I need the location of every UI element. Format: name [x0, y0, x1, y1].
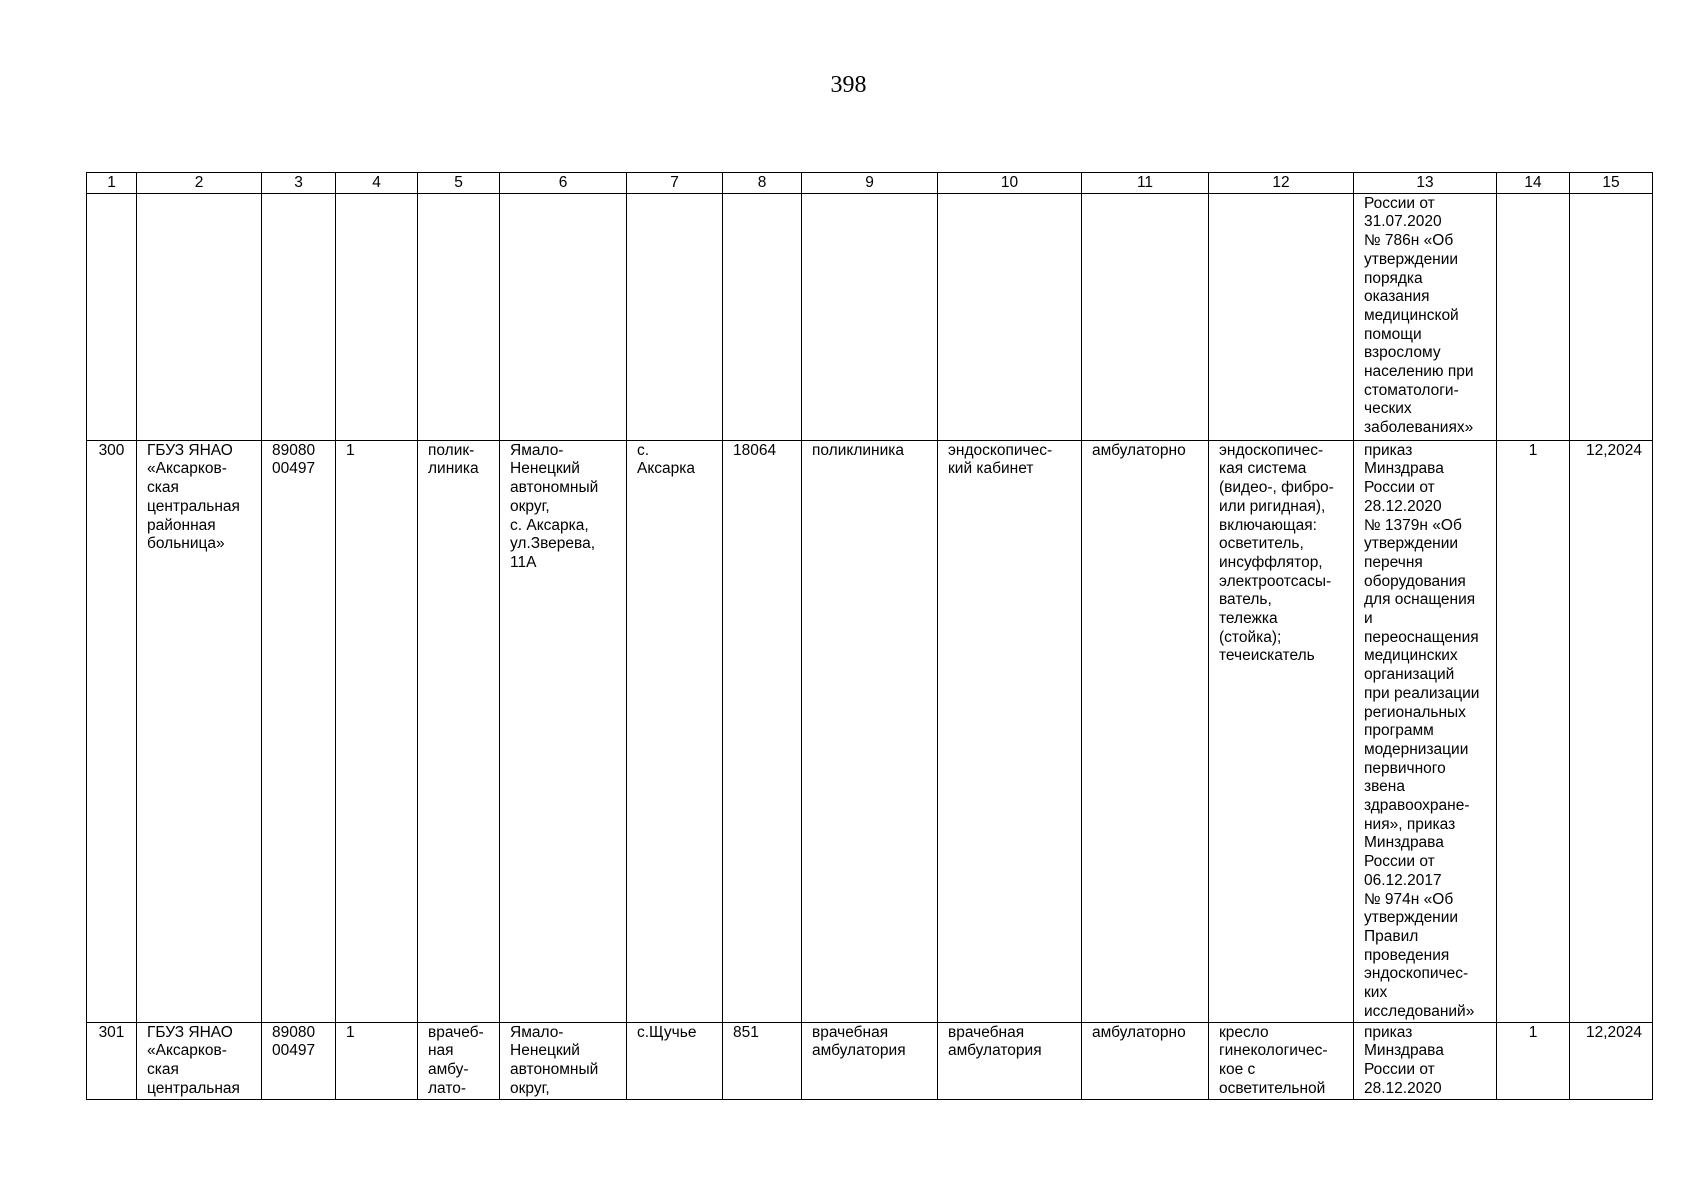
cell-text-line: кресло — [1219, 1023, 1269, 1041]
cell-text-line: Минздрава — [1364, 460, 1444, 478]
table-cell — [802, 440, 938, 1022]
cell-text-line: гинекологичес- — [1219, 1042, 1328, 1060]
cell-text-line: 1 — [346, 1023, 355, 1041]
table-cell — [1497, 1022, 1570, 1099]
column-header: 8 — [723, 173, 802, 194]
table-cell — [1082, 440, 1209, 1022]
cell-text-line: осветительной — [1219, 1079, 1326, 1097]
cell-text-line: ул.Зверева, — [510, 535, 596, 553]
cell-text-line: заболеваниях» — [1364, 419, 1474, 437]
column-header: 7 — [627, 173, 723, 194]
cell-text-line: 12,2024 — [1585, 441, 1642, 459]
cell-text-line: включающая: — [1219, 516, 1317, 534]
cell-text-line: ская — [147, 479, 179, 497]
table-cell — [500, 193, 627, 440]
cell-text-line: поликлиника — [812, 441, 904, 459]
column-header: 6 — [500, 173, 627, 194]
cell-text-line: амбулаторно — [1092, 441, 1186, 459]
cell-text-line: № 1379н «Об — [1364, 516, 1462, 534]
table-row — [87, 193, 1653, 440]
cell-text-line: России от — [1364, 194, 1435, 212]
column-header: 3 — [262, 173, 336, 194]
cell-text-line: России от — [1364, 479, 1435, 497]
cell-text-line: Правил — [1364, 927, 1419, 945]
cell-text-line: 00497 — [272, 1042, 316, 1060]
table-cell — [336, 193, 418, 440]
table-cell — [1209, 440, 1354, 1022]
cell-text-line: течеискатель — [1219, 647, 1315, 665]
cell-text-line: здравоохране- — [1364, 797, 1470, 815]
table-cell — [1354, 440, 1497, 1022]
table-cell — [1209, 193, 1354, 440]
cell-text-line: эндоскопичес- — [948, 441, 1053, 459]
cell-text-line: Минздрава — [1364, 834, 1444, 852]
cell-text-line: Минздрава — [1364, 1042, 1444, 1060]
cell-text-line: населению при — [1364, 363, 1474, 381]
table-cell — [137, 440, 262, 1022]
cell-text-line: амбулаторно — [1092, 1023, 1186, 1041]
cell-text-line: при реализации — [1364, 684, 1480, 702]
cell-text-line: исследований» — [1364, 1002, 1475, 1020]
cell-text-line: утверждении — [1364, 250, 1459, 268]
cell-text-line: «Аксарков- — [147, 460, 227, 478]
cell-text-line: ния», приказ — [1364, 815, 1456, 833]
column-header: 5 — [418, 173, 500, 194]
table-cell — [1570, 193, 1653, 440]
cell-text-line: (стойка); — [1219, 628, 1282, 646]
table-cell — [723, 193, 802, 440]
cell-text-line: эндоскопичес- — [1219, 441, 1324, 459]
cell-text-line: программ — [1364, 722, 1434, 740]
cell-text-line: ватель, — [1219, 591, 1272, 609]
cell-text-line: округ, — [510, 1079, 550, 1097]
table-cell — [938, 193, 1082, 440]
cell-text-line: переоснащения — [1364, 628, 1479, 646]
table-cell — [87, 1022, 137, 1099]
column-header: 2 — [137, 173, 262, 194]
table-cell — [1082, 1022, 1209, 1099]
table-cell — [418, 1022, 500, 1099]
page-number: 398 — [830, 72, 867, 98]
cell-text-line: взрослому — [1364, 344, 1441, 362]
cell-text-line: 301 — [98, 1023, 125, 1041]
table-row — [87, 1022, 1653, 1099]
cell-text-line: полик- — [428, 441, 475, 459]
table-cell — [1209, 1022, 1354, 1099]
column-number-header-row — [87, 173, 1653, 194]
cell-text-line: 00497 — [272, 460, 316, 478]
column-header: 13 — [1354, 173, 1497, 194]
column-header: 1 — [87, 173, 137, 194]
cell-text-line: № 974н «Об — [1364, 890, 1454, 908]
table-cell — [723, 440, 802, 1022]
table-cell — [938, 1022, 1082, 1099]
cell-text-line: кая система — [1219, 460, 1307, 478]
table-row — [87, 440, 1653, 1022]
cell-text-line: центральная — [147, 1079, 240, 1097]
cell-text-line: первичного — [1364, 759, 1446, 777]
cell-text-line: порядка — [1364, 269, 1423, 287]
table-cell — [1082, 193, 1209, 440]
cell-text-line: оказания — [1364, 288, 1430, 306]
cell-text-line: ких — [1364, 984, 1388, 1002]
cell-text-line: утверждении — [1364, 909, 1459, 927]
table-cell — [87, 193, 137, 440]
cell-text-line: электроотсасы- — [1219, 572, 1332, 590]
cell-text-line: амбулатория — [812, 1042, 906, 1060]
cell-text-line: 11А — [510, 553, 537, 571]
cell-text-line: инсуффлятор, — [1219, 553, 1323, 571]
cell-text-line: 28.12.2020 — [1364, 1079, 1442, 1097]
cell-text-line: с. — [637, 441, 650, 459]
cell-text-line: 18064 — [733, 441, 777, 459]
cell-text-line: региональных — [1364, 703, 1466, 721]
cell-text-line: для оснащения — [1364, 591, 1476, 609]
cell-text-line: стоматологи- — [1364, 381, 1459, 399]
table-cell — [418, 193, 500, 440]
cell-text-line: врачебная — [812, 1023, 889, 1041]
cell-text-line: центральная — [147, 497, 240, 515]
cell-text-line: амбулатория — [948, 1042, 1042, 1060]
cell-text-line: 851 — [733, 1023, 759, 1041]
table-cell — [336, 440, 418, 1022]
column-header: 15 — [1570, 173, 1653, 194]
cell-text-line: модернизации — [1364, 740, 1469, 758]
cell-text-line: с. Аксарка, — [510, 516, 589, 534]
cell-text-line: 06.12.2017 — [1364, 871, 1442, 889]
table-cell — [627, 1022, 723, 1099]
table-cell — [262, 1022, 336, 1099]
cell-text-line: организаций — [1364, 666, 1455, 684]
cell-text-line: приказ — [1364, 441, 1413, 459]
cell-text-line: проведения — [1364, 946, 1450, 964]
cell-text-line: 300 — [98, 441, 125, 459]
cell-text-line: России от — [1364, 1060, 1435, 1078]
column-header: 10 — [938, 173, 1082, 194]
cell-text-line: ГБУЗ ЯНАО — [147, 1023, 233, 1041]
cell-text-line: Ненецкий — [510, 460, 580, 478]
cell-text-line: ческих — [1364, 400, 1412, 418]
table-cell — [336, 1022, 418, 1099]
cell-text-line: с.Щучье — [637, 1023, 697, 1041]
cell-text-line: России от — [1364, 853, 1435, 871]
cell-text-line: больница» — [147, 535, 225, 553]
column-header: 12 — [1209, 173, 1354, 194]
table-cell — [1497, 193, 1570, 440]
cell-text-line: 12,2024 — [1585, 1023, 1642, 1041]
table-cell — [262, 193, 336, 440]
cell-text-line: 1 — [1528, 441, 1538, 459]
cell-text-line: или ригидная), — [1219, 497, 1326, 515]
cell-text-line: врачебная — [948, 1023, 1025, 1041]
cell-text-line: районная — [147, 516, 216, 534]
table-cell — [938, 440, 1082, 1022]
cell-text-line: и — [1364, 610, 1373, 628]
table-cell — [802, 193, 938, 440]
cell-text-line: амбу- — [428, 1060, 469, 1078]
cell-text-line: ГБУЗ ЯНАО — [147, 441, 233, 459]
equipment-table — [86, 172, 1653, 1100]
table-cell — [1570, 1022, 1653, 1099]
cell-text-line: приказ — [1364, 1023, 1413, 1041]
table-cell — [1354, 193, 1497, 440]
table-cell — [262, 440, 336, 1022]
cell-text-line: «Аксарков- — [147, 1042, 227, 1060]
table-cell — [1497, 440, 1570, 1022]
cell-text-line: тележка — [1219, 610, 1278, 628]
cell-text-line: 31.07.2020 — [1364, 213, 1442, 231]
table-cell — [1354, 1022, 1497, 1099]
column-header: 9 — [802, 173, 938, 194]
table-cell — [627, 440, 723, 1022]
cell-text-line: 1 — [346, 441, 355, 459]
cell-text-line: помощи — [1364, 325, 1422, 343]
cell-text-line: Ненецкий — [510, 1042, 580, 1060]
cell-text-line: эндоскопичес- — [1364, 965, 1469, 983]
cell-text-line: 1 — [1528, 1023, 1538, 1041]
table-cell — [500, 1022, 627, 1099]
cell-text-line: автономный — [510, 479, 599, 497]
cell-text-line: 89080 — [272, 1023, 316, 1041]
table-cell — [500, 440, 627, 1022]
cell-text-line: ная — [428, 1042, 454, 1060]
cell-text-line: лато- — [428, 1079, 467, 1097]
cell-text-line: (видео-, фибро- — [1219, 479, 1334, 497]
table-cell — [137, 1022, 262, 1099]
cell-text-line: ская — [147, 1060, 179, 1078]
cell-text-line: перечня — [1364, 553, 1423, 571]
cell-text-line: 28.12.2020 — [1364, 497, 1442, 515]
cell-text-line: округ, — [510, 497, 550, 515]
cell-text-line: № 786н «Об — [1364, 232, 1454, 250]
cell-text-line: кое с — [1219, 1060, 1256, 1078]
table-cell — [627, 193, 723, 440]
table-cell — [723, 1022, 802, 1099]
cell-text-line: медицинской — [1364, 306, 1459, 324]
cell-text-line: звена — [1364, 778, 1405, 796]
table-cell — [87, 440, 137, 1022]
cell-text-line: кий кабинет — [948, 460, 1034, 478]
cell-text-line: утверждении — [1364, 535, 1459, 553]
cell-text-line: Ямало- — [510, 441, 564, 459]
column-header: 11 — [1082, 173, 1209, 194]
table-cell — [418, 440, 500, 1022]
cell-text-line: врачеб- — [428, 1023, 484, 1041]
table-cell — [802, 1022, 938, 1099]
table-cell — [1570, 440, 1653, 1022]
column-header: 14 — [1497, 173, 1570, 194]
cell-text-line: осветитель, — [1219, 535, 1304, 553]
cell-text-line: автономный — [510, 1060, 599, 1078]
column-header: 4 — [336, 173, 418, 194]
cell-text-line: медицинских — [1364, 647, 1458, 665]
table-cell — [137, 193, 262, 440]
cell-text-line: 89080 — [272, 441, 316, 459]
cell-text-line: оборудования — [1364, 572, 1466, 590]
cell-text-line: линика — [428, 460, 479, 478]
cell-text-line: Ямало- — [510, 1023, 564, 1041]
cell-text-line: Аксарка — [637, 460, 696, 478]
